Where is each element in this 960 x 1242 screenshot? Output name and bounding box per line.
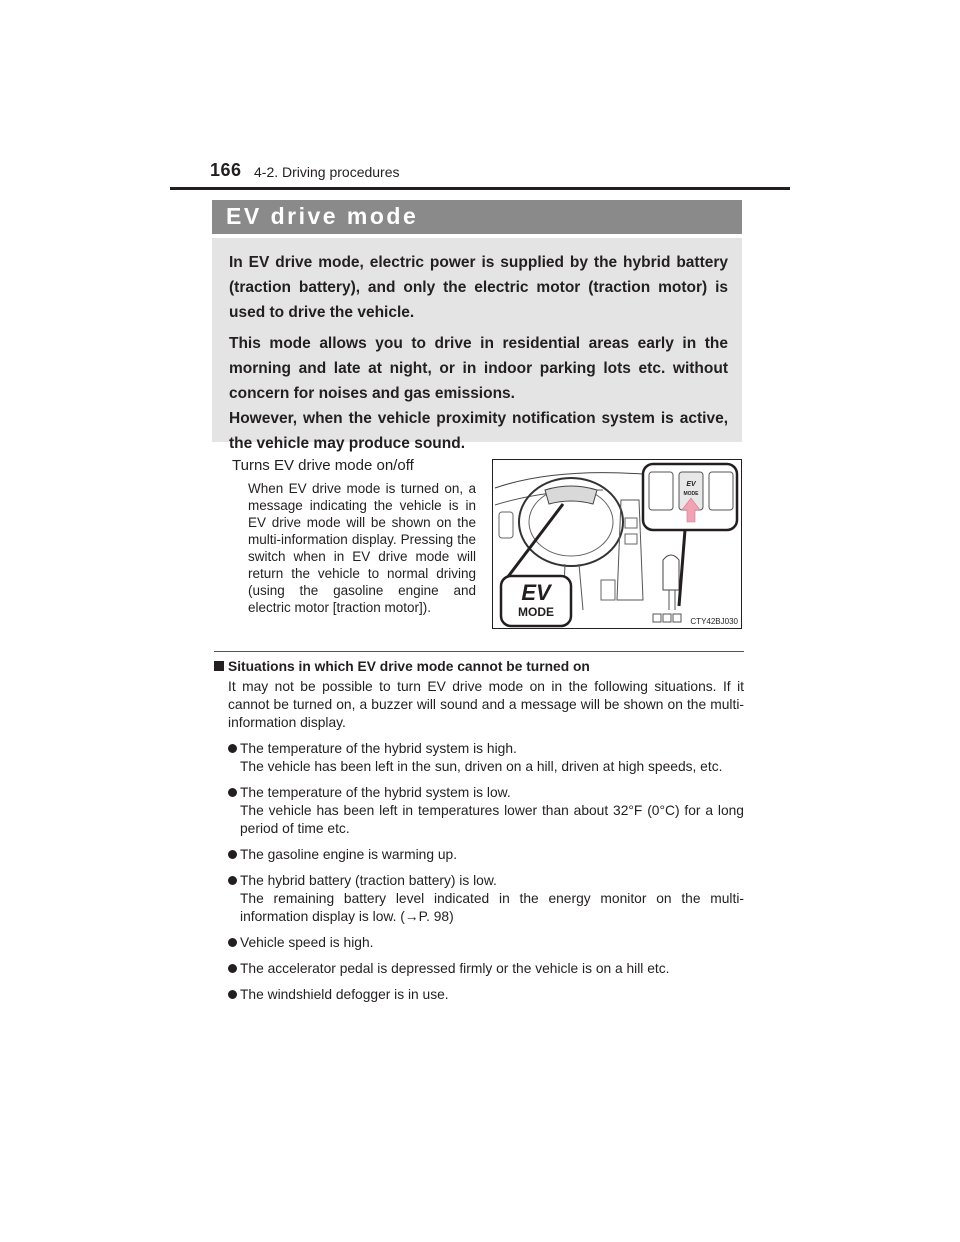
list-item: The temperature of the hybrid system is high. The vehicle has been left in the sun, driven on a hill, driven at high speeds, etc. bbox=[228, 740, 744, 776]
list-item: The gasoline engine is warming up. bbox=[228, 846, 744, 864]
shift-lever bbox=[663, 555, 679, 590]
list-item: The accelerator pedal is depressed firmly or the vehicle is on a hill etc. bbox=[228, 960, 744, 978]
illustration-code: CTY42BJ030 bbox=[690, 617, 738, 626]
bullet-dot-icon bbox=[228, 964, 237, 973]
small-switch bbox=[663, 614, 671, 622]
callout-leader-line bbox=[679, 530, 685, 606]
list-item: Vehicle speed is high. bbox=[228, 934, 744, 952]
small-switch bbox=[673, 614, 681, 622]
mode-switch-label: MODE bbox=[683, 491, 699, 497]
ev-switch-illustration bbox=[492, 459, 742, 629]
bullet-dot-icon bbox=[228, 788, 237, 797]
vent bbox=[499, 512, 513, 538]
list-item: The hybrid battery (traction battery) is low. The remaining battery level indicated in the energy monitor on the multi-information display is low. (→P. 98) bbox=[228, 872, 744, 926]
center-control bbox=[625, 534, 637, 544]
callout-ev-label: EV bbox=[521, 580, 551, 605]
square-bullet-icon bbox=[214, 661, 224, 671]
intro-paragraph-1: In EV drive mode, electric power is supplied by the hybrid battery (traction battery), and only the electric motor (traction motor) is used to drive the vehicle. bbox=[229, 254, 728, 321]
page-title: EV drive mode bbox=[226, 203, 419, 229]
section-title-bar bbox=[212, 200, 742, 234]
page-number: 166 bbox=[210, 160, 242, 180]
notes-heading: Situations in which EV drive mode cannot be turned on bbox=[214, 658, 744, 676]
intro-paragraph-3: However, when the vehicle proximity notification system is active, the vehicle may produce sound. bbox=[229, 410, 728, 452]
switch-heading: Turns EV drive mode on/off bbox=[232, 457, 414, 474]
section-divider bbox=[214, 651, 744, 652]
center-stack bbox=[617, 500, 643, 600]
instrument-cluster bbox=[545, 486, 597, 504]
callout-mode-label: MODE bbox=[518, 605, 554, 619]
dashboard-drawing bbox=[493, 460, 741, 628]
small-switch bbox=[653, 614, 661, 622]
switch-description: When EV drive mode is turned on, a message indicating the vehicle is in EV drive mode will be shown on the multi-information display. Pressing the switch when in EV drive mode will return the vehicle to normal driving (using the gasoline engine and electric motor [traction motor]). bbox=[248, 481, 476, 615]
bullet-dot-icon bbox=[228, 990, 237, 999]
bullet-dot-icon bbox=[228, 876, 237, 885]
list-item: The temperature of the hybrid system is low. The vehicle has been left in temperatures lower than about 32°F (0°C) for a long period of time etc. bbox=[228, 784, 744, 838]
notes-section bbox=[214, 658, 744, 1004]
intro-paragraph-2: This mode allows you to drive in residential areas early in the morning and late at night, or in indoor parking lots etc. without concern for noises and gas emissions. bbox=[229, 335, 728, 402]
bullet-dot-icon bbox=[228, 744, 237, 753]
bullet-dot-icon bbox=[228, 938, 237, 947]
list-item: The windshield defogger is in use. bbox=[228, 986, 744, 1004]
pedal bbox=[601, 580, 615, 600]
bullet-dot-icon bbox=[228, 850, 237, 859]
center-control bbox=[625, 518, 637, 528]
callout-leader-line bbox=[507, 504, 563, 578]
header-divider bbox=[170, 187, 790, 190]
ev-switch-label: EV bbox=[686, 481, 696, 488]
notes-intro: It may not be possible to turn EV drive mode on in the following situations. If it cannot be turned on, a buzzer will sound and a message will be shown on the multi-information display. bbox=[228, 679, 744, 730]
intro-box bbox=[212, 238, 742, 452]
shift-lever bbox=[669, 590, 675, 610]
section-breadcrumb: 4-2. Driving procedures bbox=[254, 164, 400, 180]
